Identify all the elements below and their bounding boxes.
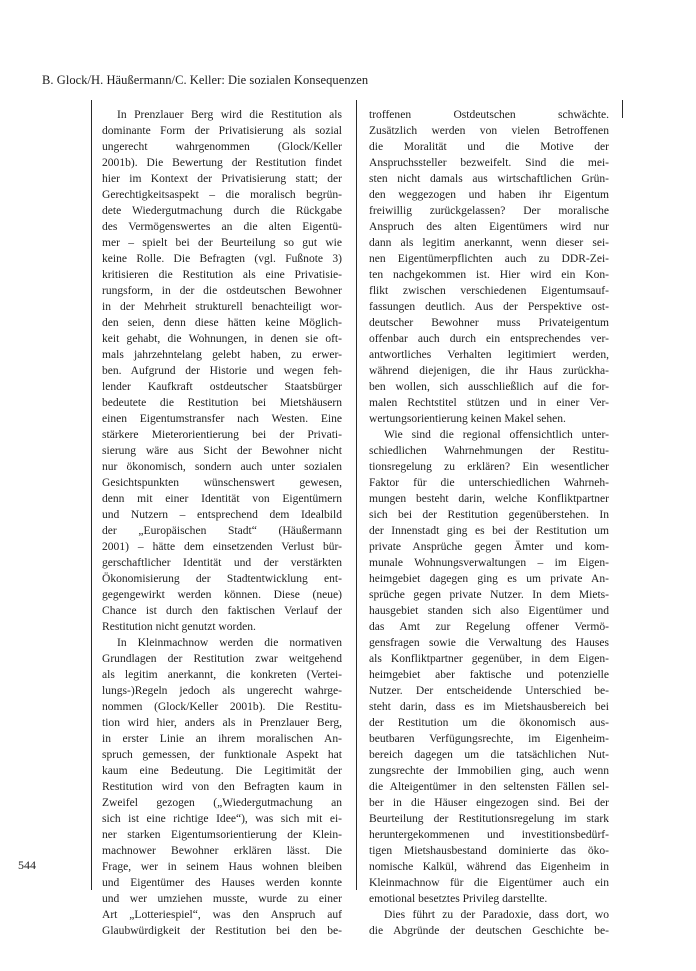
text-line: ten nachgekommen ist. Hier wird ein Kon- <box>369 269 609 281</box>
text-line: private Ansprüche gegen Ämter und kom- <box>369 541 609 553</box>
text-line: Nutzer. Der entscheidende Unterschied be- <box>369 685 609 697</box>
text-line: Anspruch des alten Eigentümers wird nur <box>369 221 609 233</box>
text-line: In Kleinmachnow werden die normativen <box>117 637 342 649</box>
text-line: heimgebiet aber faktische und potenzielle <box>369 669 609 681</box>
column-rule-right <box>622 100 623 118</box>
text-line: hausgebiet standen sich also Eigentümer und <box>369 605 609 617</box>
text-line: Chance ist durch den faktischen Verlauf der <box>102 605 342 617</box>
text-line: lender Kaufkraft ostdeutscher Staatsbürger <box>102 381 342 393</box>
text-line: sierung wäre aus Sicht der Bewohner nicht <box>102 445 342 457</box>
text-line: ungerecht wahrgenommen (Glock/Keller <box>102 141 342 153</box>
text-line: Zweifel gezogen („Wiedergutmachung an <box>102 797 342 809</box>
text-line: Kleinmachnow für die Eigentümer auch ein <box>369 877 609 889</box>
text-line: die Moralität und die Motive der <box>369 141 609 153</box>
text-line: sich ist eine richtige Idee“), was sich mit ei- <box>102 813 342 825</box>
text-line: troffenen Ostdeutschen schwächte. <box>369 109 609 121</box>
text-line: hier im Kontext der Privatisierung statt; der <box>102 173 342 185</box>
text-line: das Amt zur Regelung offener Vermö- <box>369 621 609 633</box>
text-line: Ökonomisierung der Stadtentwicklung ent- <box>102 573 342 585</box>
text-line: Art „Lotteriespiel“, was den Anspruch auf <box>102 909 342 921</box>
text-line: denn mit einer Identität von Eigentümern <box>102 493 342 505</box>
right-text-column <box>369 107 609 939</box>
text-line: dann als legitim anerkannt, wenn dieser sei- <box>369 237 609 249</box>
text-line: mer – spielt bei der Beurteilung so gut wie <box>102 237 342 249</box>
text-line: des Vermögenswertes an die alten Eigentü- <box>102 221 342 233</box>
text-line: flikt zwischen verschiedenen Eigentumsauf- <box>369 285 609 297</box>
text-line: gensfragen sowie die Verwaltung des Hauses <box>369 637 609 649</box>
text-line: beutbaren Verfügungsrechte, im Eigenheim- <box>369 733 609 745</box>
text-line: lungs-)Regeln jedoch als ungerecht wahrge- <box>102 685 342 697</box>
text-line: den weggezogen und haben ihr Eigentum <box>369 189 609 201</box>
text-line: offenbar auch durch ein entsprechendes ver- <box>369 333 609 345</box>
running-header: B. Glock/H. Häußermann/C. Keller: Die sozialen Konsequenzen <box>42 73 369 87</box>
text-line: gegengewirkt werden können. Diese (neue) <box>102 589 342 601</box>
page-number: 544 <box>18 858 36 872</box>
text-line: deutscher Bewohner muss Privateigentum <box>369 317 609 329</box>
text-line: tionsregelung zu erklären? Ein wesentlicher <box>369 461 609 473</box>
text-line: In Prenzlauer Berg wird die Restitution als <box>117 109 342 121</box>
text-line: ben. Aufgrund der Historie und wegen feh- <box>102 365 342 377</box>
text-line: fassungen deutlich. Aus der Perspektive ost- <box>369 301 609 313</box>
text-line: rungsform, in der die ostdeutschen Bewohner <box>102 285 342 297</box>
text-line: heimgebiet dagegen ging es um private An- <box>369 573 609 585</box>
text-line: Zusätzlich werden von vielen Betroffenen <box>369 125 609 137</box>
text-line: mungen besteht darin, welche Konfliktpartner <box>369 493 609 505</box>
text-line: Gerechtigkeitsaspekt – die moralisch begrün- <box>102 189 342 201</box>
text-line: als Konfliktpartner gegenüber, in dem Eigen- <box>369 653 609 665</box>
text-line: dete Wiedergutmachung durch die Rückgabe <box>102 205 342 217</box>
text-line: der Restitution um die ökonomisch aus- <box>369 717 609 729</box>
text-line: sten nicht damals aus wirtschaftlichen Grün- <box>369 173 609 185</box>
text-line: und wer umziehen musste, wurde zu einer <box>102 893 342 905</box>
text-line: wertungsorientierung keinen Makel sehen. <box>369 413 566 425</box>
text-line: dominante Form der Privatisierung als sozial <box>102 125 342 137</box>
text-line: nen Eigentümerpflichten auch zu DDR-Zei- <box>369 253 609 265</box>
text-line: nur ökonomisch, sondern auch unter sozialen <box>102 461 342 473</box>
text-line: die Alteigentümer in den seltensten Fällen sel- <box>369 781 609 793</box>
text-line: antwortliches Verhalten legitimiert werden, <box>369 349 609 361</box>
text-line: sich bei der Restitution gegenüberstehen. In <box>369 509 609 521</box>
text-line: nommen (Glock/Keller 2001b). Die Restitu- <box>102 701 342 713</box>
text-line: während diejenigen, die ihr Haus zurückha- <box>369 365 609 377</box>
text-line: den seien, denn diese hätten keine Möglich- <box>102 317 342 329</box>
text-line: Beurteilung der Restitutionsregelung im stark <box>369 813 609 825</box>
text-line: der „Europäischen Stadt“ (Häußermann <box>102 525 342 537</box>
text-line: Restitution wird von den Befragten kaum in <box>102 781 342 793</box>
text-line: in der Mehrheit strukturell benachteiligt wor- <box>102 301 342 313</box>
text-line: die Abgründe der deutschen Geschichte be- <box>369 925 609 937</box>
text-line: Wie sind die regional offensichtlich unter- <box>384 429 609 441</box>
text-line: und Eigentümer des Hauses werden konnte <box>102 877 342 889</box>
text-line: als legitim anerkannt, die konkreten (Vertei- <box>102 669 342 681</box>
text-line: malen Rechtstitel stützen und in einer Ver- <box>369 397 609 409</box>
text-line: spruch gemessen, der funktionale Aspekt hat <box>102 749 342 761</box>
text-line: ner starken Eigentumsorientierung der Klein- <box>102 829 342 841</box>
text-line: bereich dagegen um die tatsächlichen Nut- <box>369 749 609 761</box>
text-line: 2001) – hätte dem einsetzenden Verlust bür- <box>102 541 342 553</box>
column-rule-left <box>91 100 92 890</box>
text-line: Glaubwürdigkeit der Restitution bei den be- <box>102 925 342 937</box>
text-line: Frage, wer in seinem Haus wohnen bleiben <box>102 861 342 873</box>
text-line: heruntergekommenen und investitionsbedürf- <box>369 829 609 841</box>
text-line: nomische Kalkül, während das Eigenheim in <box>369 861 609 873</box>
column-rule-middle <box>356 100 357 890</box>
text-line: bedeutete die Restitution bei Mietshäusern <box>102 397 342 409</box>
text-line: zungsrechte der Immobilien ging, auch wenn <box>369 765 609 777</box>
text-line: und Nutzern – entsprechend dem Idealbild <box>102 509 342 521</box>
text-line: stärkere Mieterorientierung bei der Privati- <box>102 429 342 441</box>
text-line: freiwillig zurückgelassen? Der moralische <box>369 205 609 217</box>
text-line: der Innenstadt ging es bei der Restitution um <box>369 525 609 537</box>
text-line: Grundlagen der Restitution zwar weitgehend <box>102 653 342 665</box>
text-line: schiedlichen Wahrnehmungen der Restitu- <box>369 445 609 457</box>
text-line: tigen Mietshausbestand dominierte das öko- <box>369 845 609 857</box>
text-line: kritisieren die Restitution als eine Privatisie- <box>102 269 342 281</box>
text-line: mals jahrzehntelang gelebt haben, zu erwer- <box>102 349 342 361</box>
text-line: in erster Linie an ihrem moralischen An- <box>102 733 342 745</box>
left-text-column <box>102 107 342 939</box>
text-line: sprüche gegen private Nutzer. In dem Miets- <box>369 589 609 601</box>
text-line: Dies führt zu der Paradoxie, dass dort, wo <box>384 909 609 921</box>
text-line: 2001b). Die Bewertung der Restitution findet <box>102 157 342 169</box>
text-line: Anspruchssteller bezweifelt. Sind die mei- <box>369 157 609 169</box>
text-line: munale Wohnungsverwaltungen – im Eigen- <box>369 557 609 569</box>
text-line: ber in die Häuser eingezogen sind. Bei der <box>369 797 609 809</box>
text-line: ben wollen, sich ausschließlich auf die for- <box>369 381 609 393</box>
text-line: kaum eine Bedeutung. Die Legitimität der <box>102 765 342 777</box>
text-line: Gesichtspunkten wünschenswert gewesen, <box>102 477 342 489</box>
text-line: Restitution nicht genutzt worden. <box>102 621 256 633</box>
text-line: keine Rolle. Die Befragten (vgl. Fußnote 3) <box>102 253 342 265</box>
text-line: gerschaftlicher Identität und der verstärkten <box>102 557 342 569</box>
text-line: steht darin, dass es im Mietshausbereich bei <box>369 701 609 713</box>
text-line: tion wird hier, anders als in Prenzlauer Berg, <box>102 717 342 729</box>
text-line: einen Eigentumstransfer nach Westen. Eine <box>102 413 342 425</box>
text-line: keit gehabt, die Wohnungen, in denen sie oft- <box>102 333 342 345</box>
text-line: emotional besetztes Privileg darstellte. <box>369 893 548 905</box>
text-line: Faktor für die unterschiedlichen Wahrneh- <box>369 477 609 489</box>
text-line: machnower Bewohner erklären lässt. Die <box>102 845 342 857</box>
